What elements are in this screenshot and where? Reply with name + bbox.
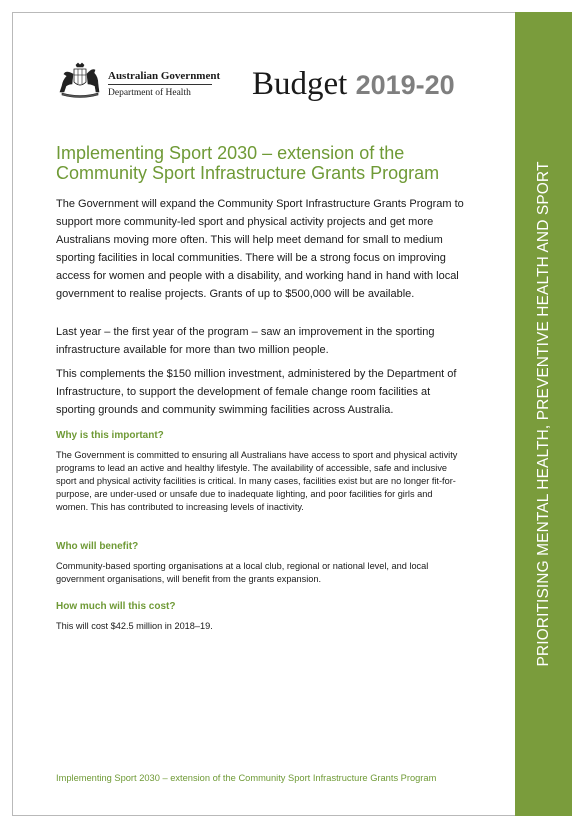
cost-heading: How much will this cost? [56,601,176,612]
coat-of-arms-icon [56,62,104,100]
first-year-paragraph: Last year – the first year of the program – saw an improvement in the sporting infrastructure available for more than two million people. [56,326,435,356]
why-important-body: The Government is committed to ensuring all Australians have access to sport and physical activity programs to lead an active and healthy lifestyle. The availability of accessible, safe and inclusive sport and physical activity facilities is critical. In many cases, facilities exist but are no longer fit-for-purpose, are under-used or unsafe due to inadequate lighting, and poor facilities for girls and women. This has contributed to increasing levels of inactivity. [56,450,458,512]
why-important-heading: Why is this important? [56,430,164,441]
complement-paragraph: This complements the $150 million investment, administered by the Department of Infrastructure, to support the development of female change room facilities at sporting grounds and community swimming facilities across Australia. [56,368,457,416]
budget-year: 2019-20 [355,70,455,100]
sidebar-title: PRIORITISING MENTAL HEALTH, PREVENTIVE HEALTH AND SPORT [534,161,552,667]
page-footer: Implementing Sport 2030 – extension of the Community Sport Infrastructure Grants Program [56,773,437,783]
budget-word: Budget [252,66,348,102]
intro-paragraph: The Government will expand the Community Sport Infrastructure Grants Program to support more community-led sport and physical activity projects and get more Australians moving more often. This will help meet demand for small to medium sporting facilities in local communities. There will be a strong focus on improving access for women and people with a disability, and working hand in hand with local government to realise projects. Grants of up to $500,000 will be available. [56,198,464,300]
government-name: Australian Government [108,70,221,82]
department-name: Department of Health [108,88,191,98]
document-title: Implementing Sport 2030 – extension of the Community Sport Infrastructure Grants Program [56,143,440,183]
cost-body: This will cost $42.5 million in 2018–19. [56,621,213,631]
who-benefit-heading: Who will benefit? [56,541,139,552]
logo-divider [108,84,212,85]
budget-masthead [252,66,455,103]
who-benefit-body: Community-based sporting organisations at a local club, regional or national level, and local government organisations, will benefit from the grants expansion. [56,561,429,584]
section-sidebar [515,12,572,816]
